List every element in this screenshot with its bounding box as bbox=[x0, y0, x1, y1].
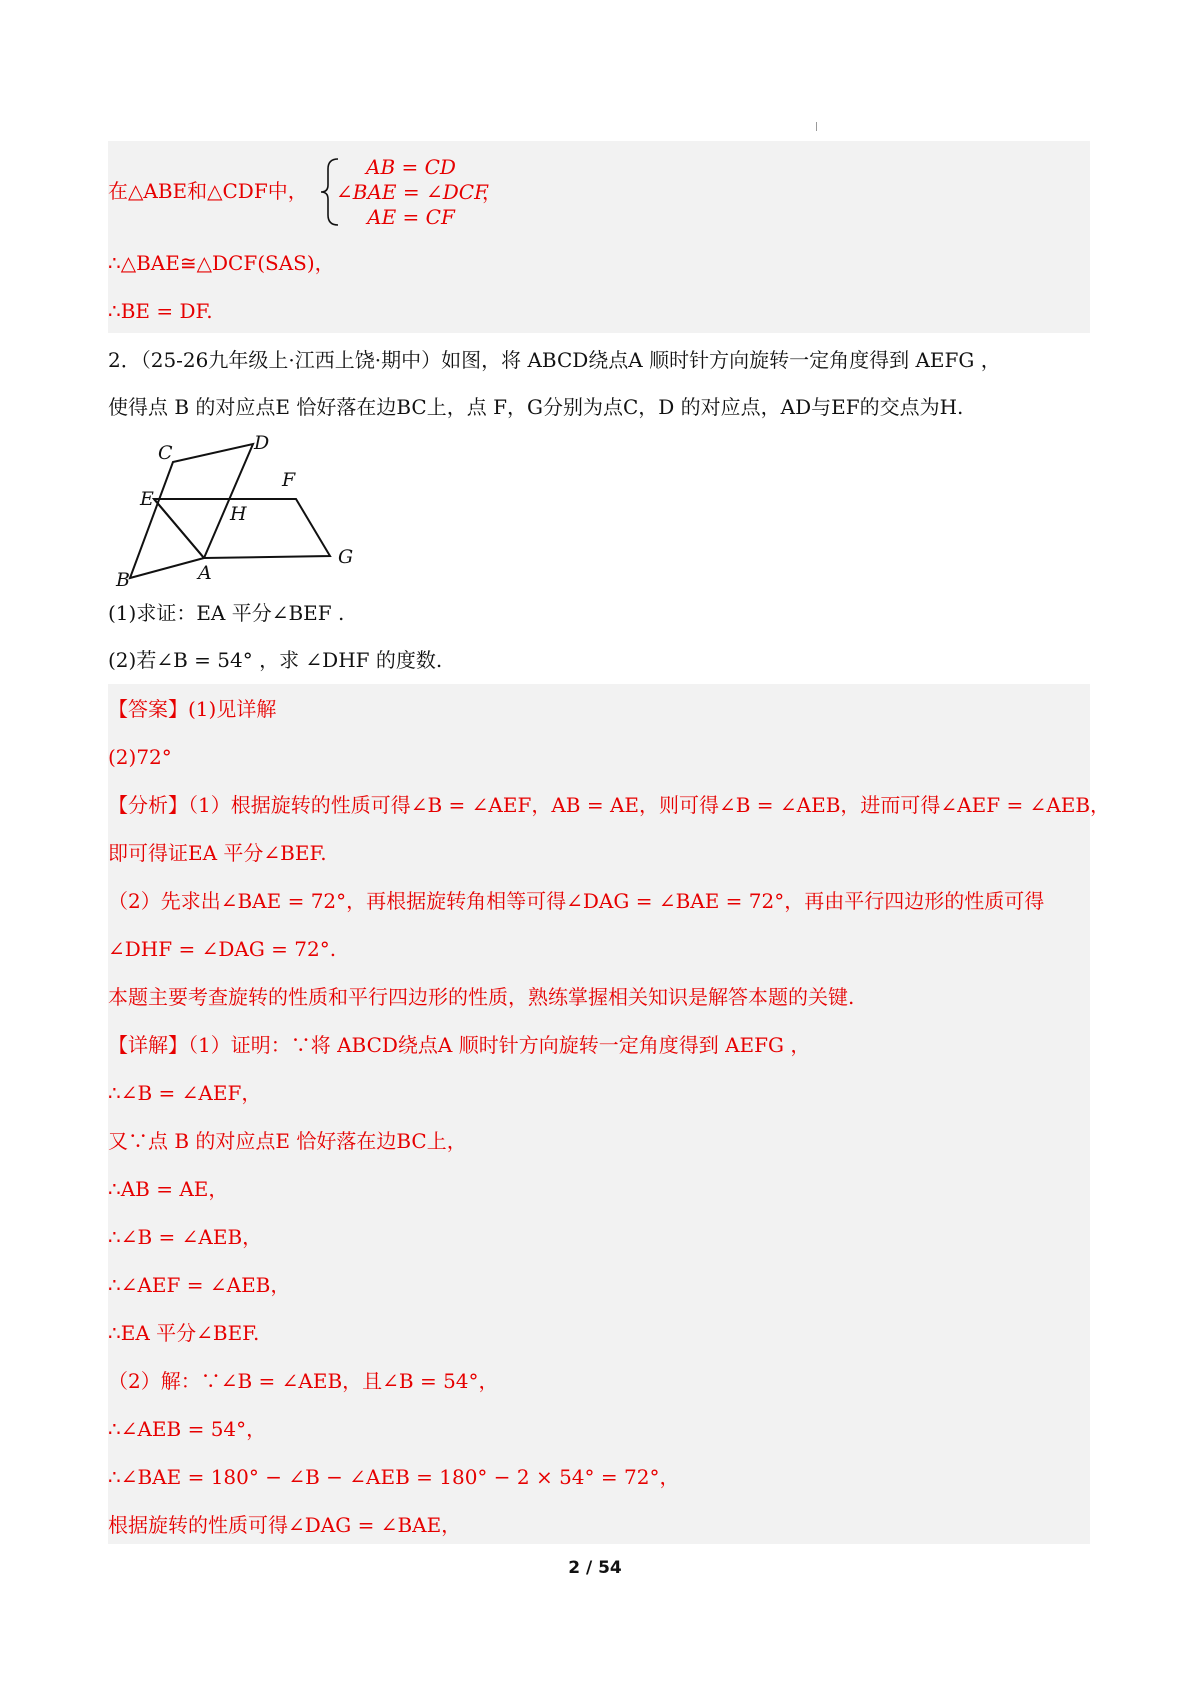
previous-solution-block bbox=[108, 141, 1090, 333]
answer-line-2: (2)72° bbox=[108, 745, 172, 769]
detail-line-5: ∴∠B = ∠AEB， bbox=[108, 1225, 263, 1249]
system-line-2: ∠BAE = ∠DCF bbox=[336, 180, 488, 204]
label-h: H bbox=[230, 503, 247, 525]
problem-line-1: 2．（25-26九年级上·江西上饶·期中）如图，将 ABCD绕点A 顺时针方向旋转一定角度得到 AEFG ， bbox=[108, 348, 1001, 372]
system-line-1: AB = CD bbox=[366, 155, 456, 179]
problem-line-2: 使得点 B 的对应点E 恰好落在边BC上，点 F，G分别为点C，D 的对应点，AD与EF的交点为H. bbox=[108, 395, 964, 419]
detail-line-9: ∴∠AEB = 54°， bbox=[108, 1417, 267, 1441]
analysis-line-3: （2）先求出∠BAE = 72°，再根据旋转角相等可得∠DAG = ∠BAE = 72°，再由平行四边形的性质可得 bbox=[108, 889, 1045, 913]
label-e: E bbox=[140, 488, 154, 510]
analysis-line-4: ∠DHF = ∠DAG = 72°. bbox=[108, 937, 337, 961]
detail-line-2: ∴∠B = ∠AEF， bbox=[108, 1081, 262, 1105]
detail-line-8: （2）解：∵∠B = ∠AEB，且∠B = 54°， bbox=[108, 1369, 499, 1393]
segment-ea bbox=[154, 499, 204, 558]
detail-line-11: 根据旋转的性质可得∠DAG = ∠BAE， bbox=[108, 1513, 462, 1537]
congruence-line: ∴△BAE≅△DCF(SAS)， bbox=[108, 251, 335, 275]
label-c: C bbox=[158, 442, 173, 464]
label-b: B bbox=[116, 569, 130, 590]
label-g: G bbox=[338, 546, 354, 568]
detail-line-1: 【详解】（1）证明：∵将 ABCD绕点A 顺时针方向旋转一定角度得到 AEFG ， bbox=[108, 1033, 811, 1057]
page-number: 2 / 54 bbox=[568, 1558, 622, 1578]
question-1: (1)求证：EA 平分∠BEF . bbox=[108, 601, 345, 625]
header-mark bbox=[816, 122, 817, 131]
answer-line-1: 【答案】(1)见详解 bbox=[108, 697, 277, 721]
detail-line-7: ∴EA 平分∠BEF. bbox=[108, 1321, 260, 1345]
detail-line-6: ∴∠AEF = ∠AEB， bbox=[108, 1273, 291, 1297]
label-f: F bbox=[282, 469, 296, 491]
detail-line-3: 又∵点 B 的对应点E 恰好落在边BC上， bbox=[108, 1129, 467, 1153]
label-d: D bbox=[254, 432, 270, 454]
system-intro: 在△ABE和△CDF中， bbox=[108, 179, 308, 203]
label-a: A bbox=[198, 562, 212, 584]
analysis-line-2: 即可得证EA 平分∠BEF. bbox=[108, 841, 327, 865]
geometry-figure bbox=[108, 432, 368, 590]
analysis-line-5: 本题主要考查旋转的性质和平行四边形的性质，熟练掌握相关知识是解答本题的关键. bbox=[108, 985, 855, 1009]
detail-line-4: ∴AB = AE， bbox=[108, 1177, 229, 1201]
conclusion-line: ∴BE = DF. bbox=[108, 299, 213, 323]
detail-line-10: ∴∠BAE = 180° − ∠B − ∠AEB = 180° − 2 × 54° = 72°， bbox=[108, 1465, 680, 1489]
question-2: (2)若∠B = 54° ，求 ∠DHF 的度数. bbox=[108, 648, 443, 672]
system-line-3: AE = CF bbox=[367, 205, 455, 229]
analysis-line-1: 【分析】（1）根据旋转的性质可得∠B = ∠AEF，AB = AE，则可得∠B = ∠AEB，进而可得∠AEF = ∠AEB， bbox=[108, 793, 1111, 817]
system-comma: ， bbox=[482, 180, 502, 204]
